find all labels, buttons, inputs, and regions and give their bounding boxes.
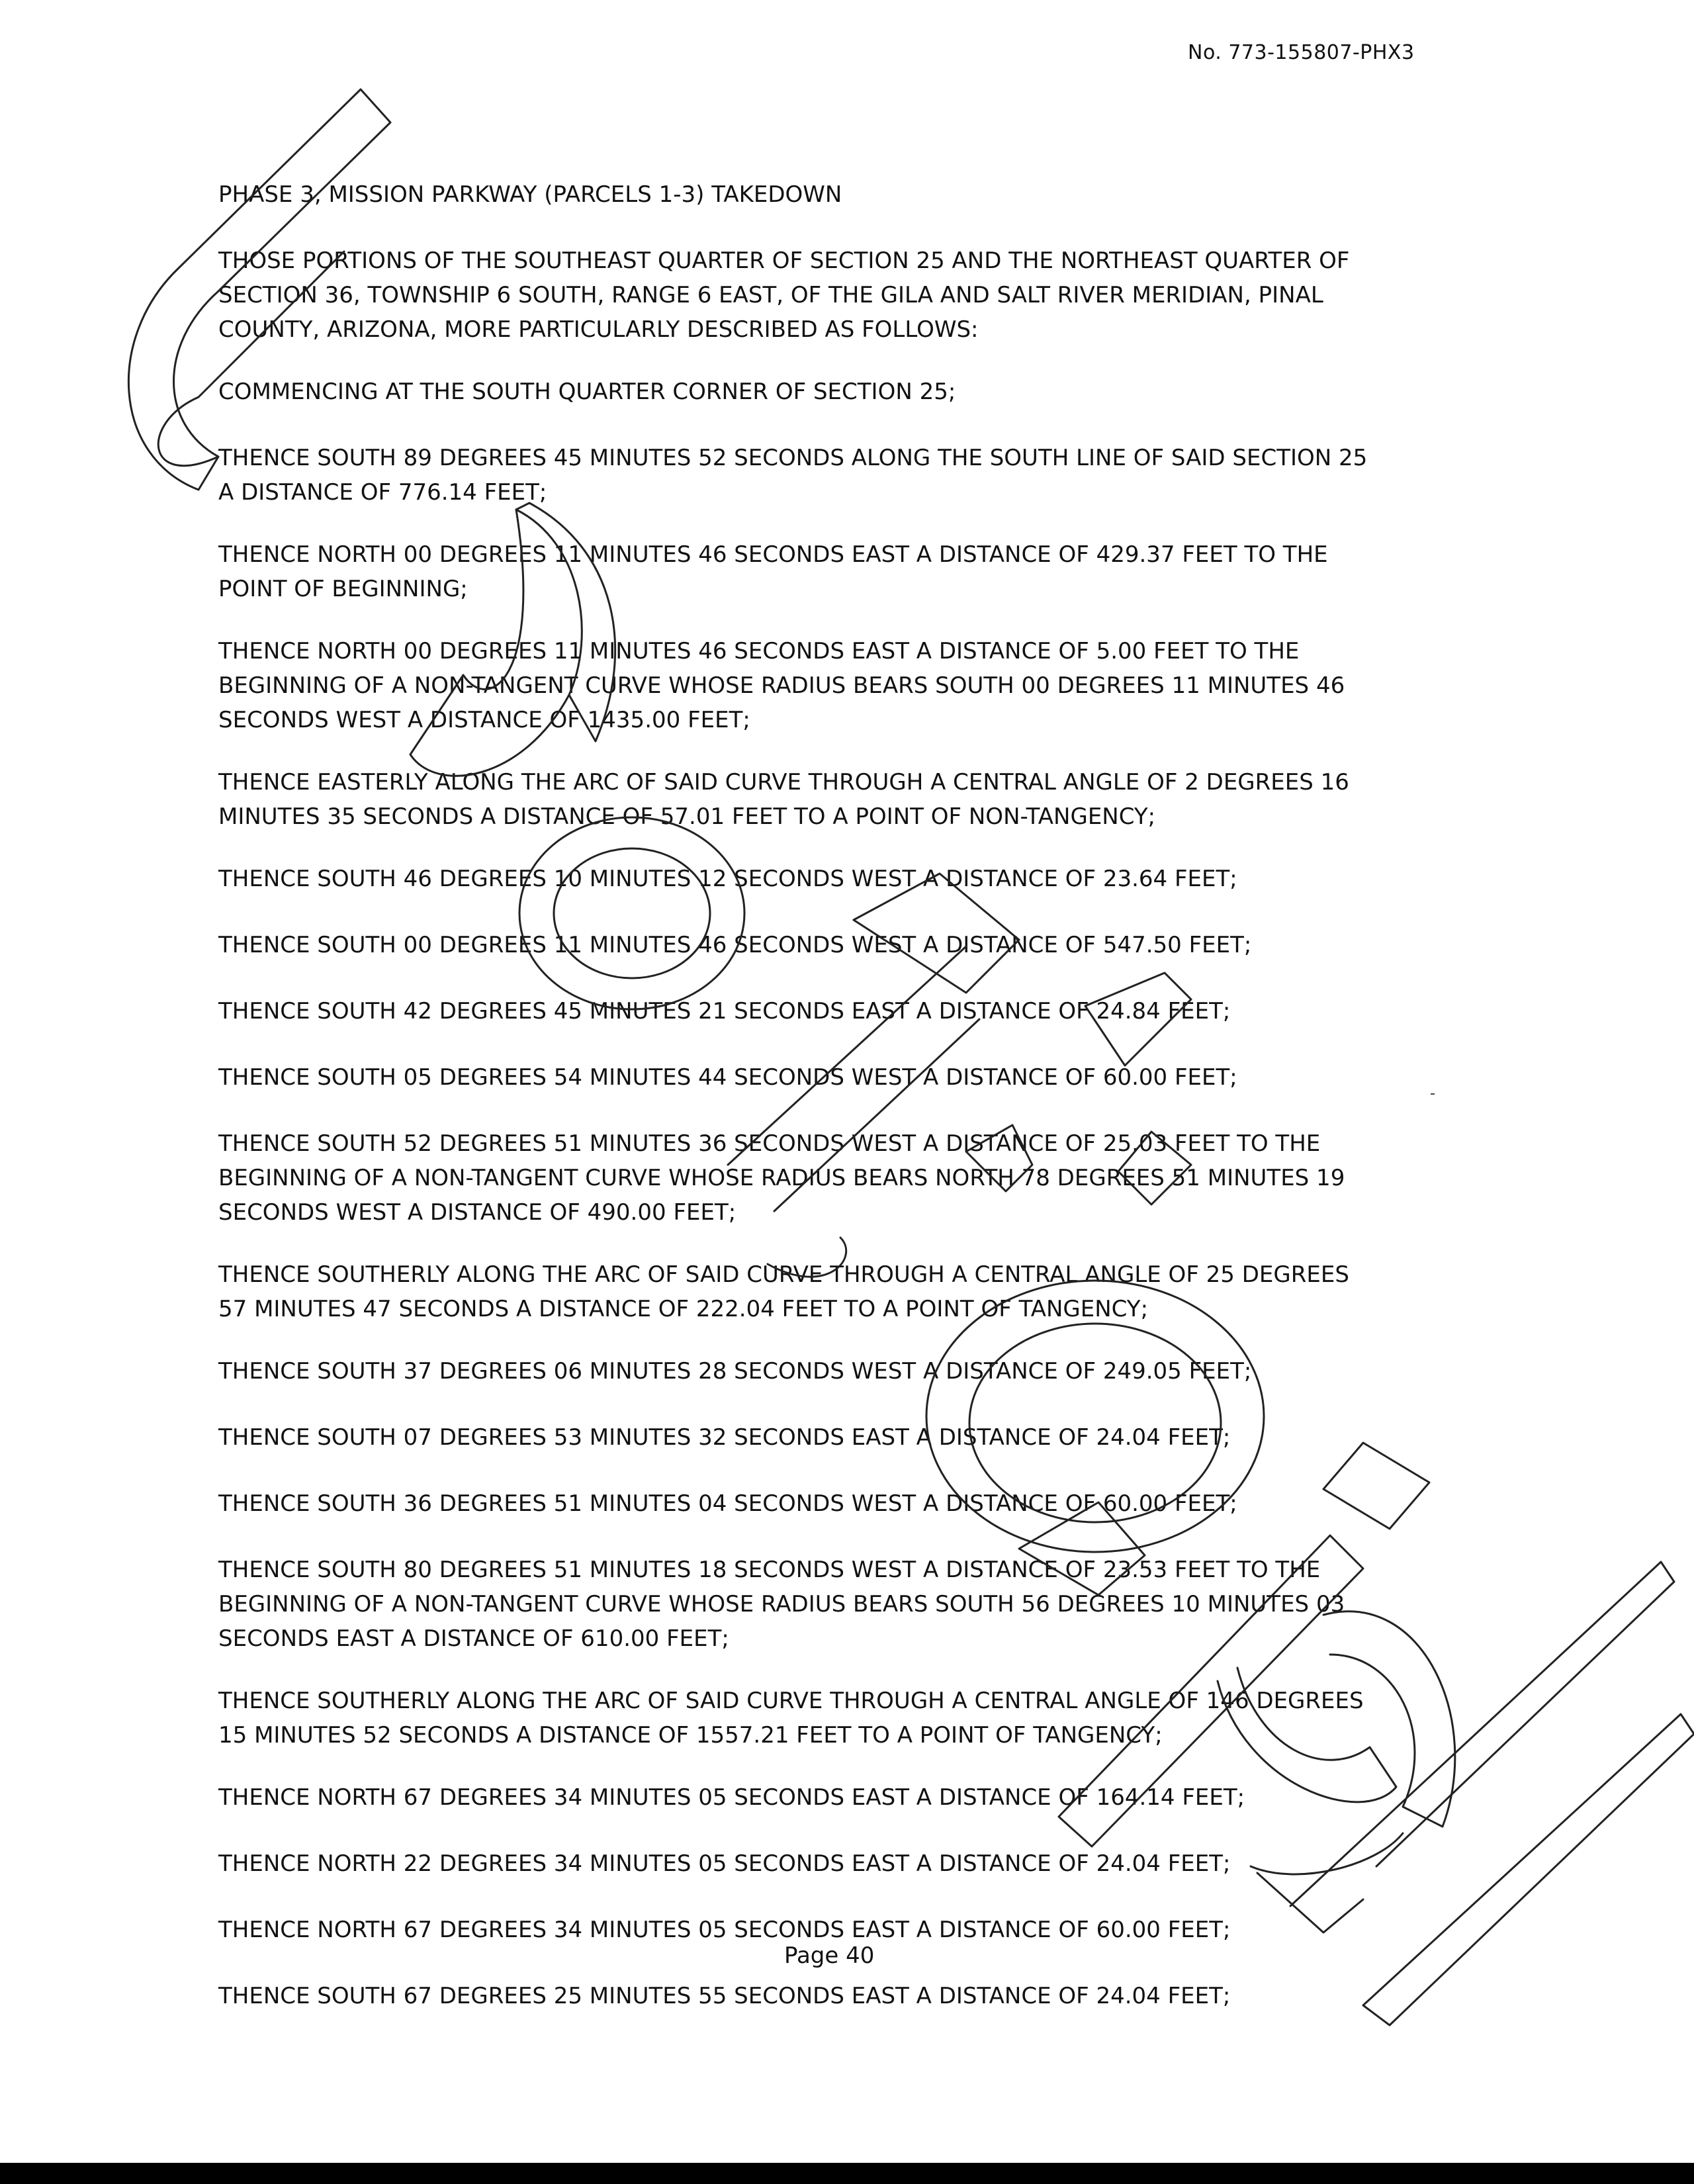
course-paragraph: THENCE SOUTH 80 DEGREES 51 MINUTES 18 SECONDS WEST A DISTANCE OF 23.53 FEET TO THE BEGINNING OF A NON-TANGENT CURVE WHOSE RADIUS BEARS SOUTH 56 DEGREES 10 MINUTES 03 SECONDS EAST A DISTANCE OF 610.00 FEET;	[218, 1557, 1345, 1652]
course-paragraph: THENCE SOUTH 67 DEGREES 25 MINUTES 55 SECONDS EAST A DISTANCE OF 24.04 FEET;	[218, 1983, 1231, 2009]
course-paragraph: THENCE SOUTH 37 DEGREES 06 MINUTES 28 SECONDS WEST A DISTANCE OF 249.05 FEET;	[218, 1358, 1252, 1385]
course-paragraph: THENCE NORTH 00 DEGREES 11 MINUTES 46 SECONDS EAST A DISTANCE OF 429.37 FEET TO THE POINT OF BEGINNING;	[218, 541, 1328, 602]
document-body	[218, 177, 1476, 2045]
stray-mark	[1431, 1093, 1435, 1095]
course-paragraph: THENCE SOUTHERLY ALONG THE ARC OF SAID CURVE THROUGH A CENTRAL ANGLE OF 146 DEGREES 15 MINUTES 52 SECONDS A DISTANCE OF 1557.21 FEET TO A POINT OF TANGENCY;	[218, 1688, 1364, 1749]
course-paragraph: THENCE SOUTH 00 DEGREES 11 MINUTES 46 SECONDS WEST A DISTANCE OF 547.50 FEET;	[218, 932, 1252, 958]
course-paragraph: THENCE NORTH 00 DEGREES 11 MINUTES 46 SECONDS EAST A DISTANCE OF 5.00 FEET TO THE BEGINNING OF A NON-TANGENT CURVE WHOSE RADIUS BEARS SOUTH 00 DEGREES 11 MINUTES 46 SECONDS WEST A DISTANCE OF 1435.00 FEET;	[218, 638, 1345, 733]
legal-description-intro: THOSE PORTIONS OF THE SOUTHEAST QUARTER OF SECTION 25 AND THE NORTHEAST QUARTER OF SECTION 36, TOWNSHIP 6 SOUTH, RANGE 6 EAST, OF THE GILA AND SALT RIVER MERIDIAN, PINAL COUNTY, ARIZONA, MORE PARTICULARLY DESCRIBED AS FOLLOWS:	[218, 248, 1350, 343]
course-paragraph: THENCE NORTH 22 DEGREES 34 MINUTES 05 SECONDS EAST A DISTANCE OF 24.04 FEET;	[218, 1850, 1231, 1877]
document-number: No. 773-155807-PHX3	[1188, 41, 1415, 64]
course-paragraph: THENCE SOUTH 89 DEGREES 45 MINUTES 52 SECONDS ALONG THE SOUTH LINE OF SAID SECTION 25 A DISTANCE OF 776.14 FEET;	[218, 445, 1368, 506]
page-number: Page 40	[784, 1942, 875, 1969]
commencing-paragraph: COMMENCING AT THE SOUTH QUARTER CORNER OF SECTION 25;	[218, 379, 956, 405]
course-paragraph: THENCE NORTH 67 DEGREES 34 MINUTES 05 SECONDS EAST A DISTANCE OF 164.14 FEET;	[218, 1784, 1245, 1811]
course-paragraph: THENCE SOUTHERLY ALONG THE ARC OF SAID CURVE THROUGH A CENTRAL ANGLE OF 25 DEGREES 57 MINUTES 47 SECONDS A DISTANCE OF 222.04 FEET TO A POINT OF TANGENCY;	[218, 1261, 1349, 1322]
course-paragraph: THENCE NORTH 67 DEGREES 34 MINUTES 05 SECONDS EAST A DISTANCE OF 60.00 FEET;	[218, 1917, 1231, 1943]
course-paragraph: THENCE EASTERLY ALONG THE ARC OF SAID CURVE THROUGH A CENTRAL ANGLE OF 2 DEGREES 16 MINUTES 35 SECONDS A DISTANCE OF 57.01 FEET TO A POINT OF NON-TANGENCY;	[218, 769, 1349, 830]
course-paragraph: THENCE SOUTH 46 DEGREES 10 MINUTES 12 SECONDS WEST A DISTANCE OF 23.64 FEET;	[218, 866, 1237, 892]
scan-border	[0, 2163, 1694, 2184]
course-paragraph: THENCE SOUTH 07 DEGREES 53 MINUTES 32 SECONDS EAST A DISTANCE OF 24.04 FEET;	[218, 1424, 1231, 1451]
course-paragraph: THENCE SOUTH 36 DEGREES 51 MINUTES 04 SECONDS WEST A DISTANCE OF 60.00 FEET;	[218, 1490, 1237, 1517]
document-heading: PHASE 3, MISSION PARKWAY (PARCELS 1-3) TAKEDOWN	[218, 181, 842, 208]
course-paragraph: THENCE SOUTH 52 DEGREES 51 MINUTES 36 SECONDS WEST A DISTANCE OF 25.03 FEET TO THE BEGINNING OF A NON-TANGENT CURVE WHOSE RADIUS BEARS NORTH 78 DEGREES 51 MINUTES 19 SECONDS WEST A DISTANCE OF 490.00 FEET;	[218, 1130, 1345, 1226]
course-paragraph: THENCE SOUTH 05 DEGREES 54 MINUTES 44 SECONDS WEST A DISTANCE OF 60.00 FEET;	[218, 1064, 1237, 1091]
course-paragraph: THENCE SOUTH 42 DEGREES 45 MINUTES 21 SECONDS EAST A DISTANCE OF 24.84 FEET;	[218, 998, 1231, 1024]
